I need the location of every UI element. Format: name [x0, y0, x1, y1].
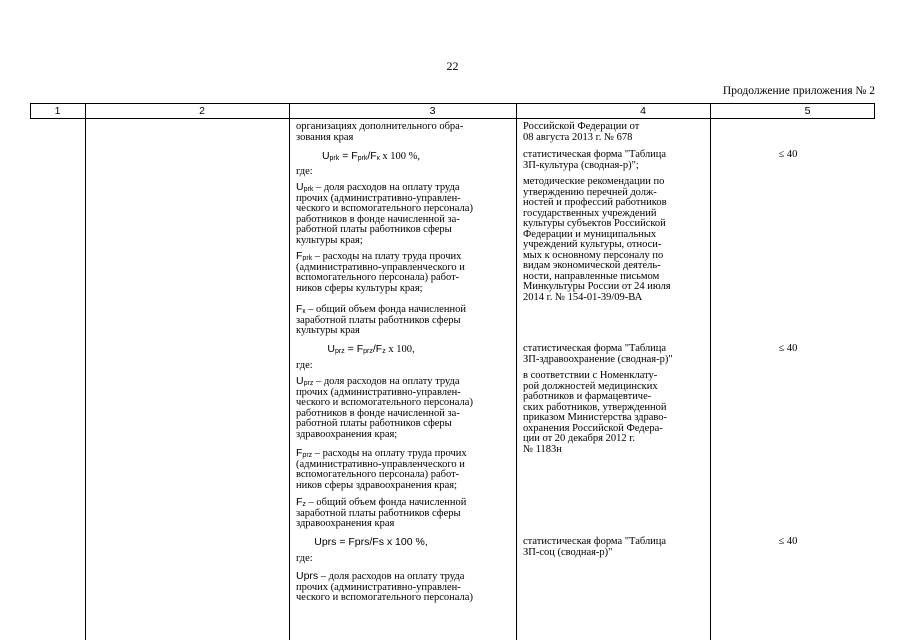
text-line: прочих (административно-управлен- [296, 386, 461, 398]
text-line: заработной платы работников сферы [296, 507, 461, 519]
header-cell-5: 5 [804, 105, 811, 117]
text-line: статистическая форма "Таблица [523, 536, 667, 547]
text-line: статистическая форма "Таблица [523, 343, 667, 354]
text-line: работников и фармацевтиче- [523, 391, 652, 402]
def-sub: prk [302, 255, 313, 262]
text-line: доля расходов на оплату труда [328, 571, 465, 582]
table-header-row [30, 103, 875, 119]
def-dash: – [305, 304, 316, 315]
health-method-source [523, 371, 711, 455]
health-gde: где: [296, 360, 313, 371]
text-line: ЗП-соц (сводная-р)" [523, 546, 613, 558]
culture-gde: где: [296, 166, 313, 177]
text-line: ностей и профессий работников [523, 197, 667, 208]
text-line: 2014 г. № 154-01-39/09-ВА [523, 291, 643, 303]
text-line: прочих (административно-управлен- [296, 581, 461, 593]
culture-fk-definition [296, 304, 510, 337]
def-sub: prz [303, 380, 314, 387]
def-dash: – [305, 497, 317, 508]
text-line: (административно-управленческого и [296, 458, 465, 470]
formula-rest: х 100 %, [379, 151, 421, 162]
formula-symbol: /F [372, 343, 383, 355]
def-sub: prz [302, 452, 313, 459]
text-line: заработной платы работников сферы [296, 314, 461, 326]
text-line: культуры края [296, 325, 360, 336]
def-dash: – [312, 251, 323, 262]
def-dash: – [313, 376, 324, 387]
health-stat-form [523, 344, 711, 365]
text-line: государственных учреждений [523, 207, 657, 219]
text-line: ников сферы здравоохранения края; [296, 479, 458, 491]
def-symbol: U [296, 375, 304, 387]
column-divider-0 [30, 103, 31, 118]
text-line: методические рекомендации по [523, 176, 665, 187]
def-symbol: U [296, 181, 304, 193]
social-gde: где: [296, 553, 313, 564]
def-dash: – [313, 182, 324, 193]
text-line: ских работников, утвержденной [523, 401, 667, 413]
text-line: Российской Федерации от [523, 121, 640, 132]
text-line: прочих (административно-управлен- [296, 192, 461, 204]
def-dash: – [312, 448, 323, 459]
text-line: ции от 20 декабря 2012 г. [523, 433, 635, 444]
social-target-value: ≤ 40 [778, 536, 798, 547]
text-line: работной платы работников сферы [296, 418, 452, 429]
text-line: ческого и вспомогательного персонала) [296, 203, 473, 214]
formula-symbol: U [321, 150, 330, 162]
text-line: организациях дополнительного обра- [296, 121, 464, 132]
def-dash: – [318, 571, 329, 582]
social-formula: Uprs = Fprs/Fs х 100 %, [314, 536, 428, 548]
page-number: 22 [446, 59, 459, 73]
def-sub: prk [303, 186, 314, 193]
text-line: видам экономической деятель- [523, 260, 661, 271]
text-line: доля расходов на оплату труда [323, 182, 460, 193]
health-u-definition [296, 376, 510, 440]
text-line: работников в фонде начисленной за- [296, 213, 460, 225]
text-line: статистическая форма "Таблица [523, 149, 667, 160]
text-line: охранения Российской Федера- [523, 422, 663, 434]
def-symbol: Uprs [296, 570, 319, 582]
header-cell-3: 3 [429, 105, 436, 117]
text-line: доля расходов на оплату труда [323, 376, 460, 387]
health-f-definition [296, 448, 510, 491]
text-line: вспомогательного персонала) работ- [296, 469, 460, 480]
text-line: культуры субъектов Российской [523, 218, 666, 229]
text-line: приказом Министерства здраво- [523, 412, 668, 423]
text-line: здравоохранения края; [296, 428, 398, 440]
formula-symbol: U [327, 343, 335, 355]
text-line: культуры края; [296, 234, 363, 246]
culture-formula [296, 151, 446, 163]
text-line: (административно-управленческого и [296, 261, 465, 273]
formula-symbol: F [356, 343, 364, 355]
text-line: ЗП-культура (сводная-р)"; [523, 159, 639, 171]
def-symbol: F [296, 447, 303, 459]
text-line: здравоохранения края [296, 518, 395, 529]
text-line: ников сферы культуры края; [296, 282, 423, 294]
def-symbol: F [296, 303, 303, 315]
text-line: № 1183н [523, 443, 562, 455]
def-symbol: F [296, 496, 303, 508]
formula-sub: z [382, 348, 386, 355]
column-divider-5 [874, 103, 875, 118]
column-divider-1 [85, 103, 86, 640]
header-cell-4: 4 [640, 105, 646, 117]
text-line: учреждений культуры, относи- [523, 239, 662, 250]
text-line: в соответствии с Номенклату- [523, 370, 658, 381]
continuation-title: Продолжение приложения № 2 [722, 85, 875, 97]
text-line: общий объем фонда начисленной [316, 497, 467, 508]
text-line: утверждению перечней долж- [523, 186, 657, 198]
text-line: мых к основному персоналу по [523, 249, 664, 261]
culture-stat-form [523, 150, 711, 171]
formula-symbol: F [351, 150, 358, 162]
text-line: ЗП-здравоохранение (сводная-р)" [523, 353, 673, 365]
col4-top-text [523, 122, 711, 143]
culture-target-value: ≤ 40 [778, 149, 798, 160]
column-divider-3 [516, 103, 517, 640]
formula-sub: prz [335, 348, 345, 355]
text-line: зования края [296, 131, 354, 143]
health-target-value: ≤ 40 [778, 343, 798, 354]
text-line: работной платы работников сферы [296, 224, 452, 235]
text-line: Федерации и муниципальных [523, 228, 657, 240]
def-symbol: F [296, 250, 303, 262]
text-line: работников в фонде начисленной за- [296, 407, 460, 419]
text-line: вспомогательного персонала) работ- [296, 272, 460, 283]
culture-u-definition [296, 182, 510, 246]
formula-rest: х 100, [385, 344, 415, 355]
column-divider-2 [289, 103, 290, 640]
def-sub: к [302, 308, 306, 315]
text-line: ческого и вспомогательного персонала) [296, 397, 473, 408]
social-u-definition [296, 571, 510, 604]
social-stat-form [523, 537, 711, 558]
text-line: Минкультуры России от 24 июля [523, 281, 671, 292]
formula-sub: prk [357, 155, 368, 162]
header-cell-2: 2 [199, 105, 205, 117]
col3-top-text [296, 122, 510, 143]
text-line: 08 августа 2013 г. № 678 [523, 131, 633, 143]
formula-symbol: /F [367, 150, 377, 162]
culture-f-definition [296, 251, 510, 294]
formula-sub: prk [329, 155, 340, 162]
culture-method-source [523, 177, 711, 303]
text-line: ности, направленные письмом [523, 270, 660, 282]
text-line: ческого и вспомогательного персонала) [296, 592, 473, 603]
text-line: расходы на плату труда прочих [322, 251, 462, 262]
health-fz-definition [296, 497, 510, 530]
text-line: рой должностей медицинских [523, 380, 658, 392]
text-line: общий объем фонда начисленной [315, 304, 466, 315]
formula-sub: к [376, 155, 380, 162]
health-formula [296, 344, 446, 356]
formula-eq: = [344, 343, 357, 355]
def-sub: z [302, 501, 306, 508]
formula-eq: = [339, 150, 352, 162]
formula-sub: prz [363, 348, 373, 355]
text-line: расходы на оплату труда прочих [322, 448, 467, 459]
header-cell-1: 1 [54, 105, 61, 117]
